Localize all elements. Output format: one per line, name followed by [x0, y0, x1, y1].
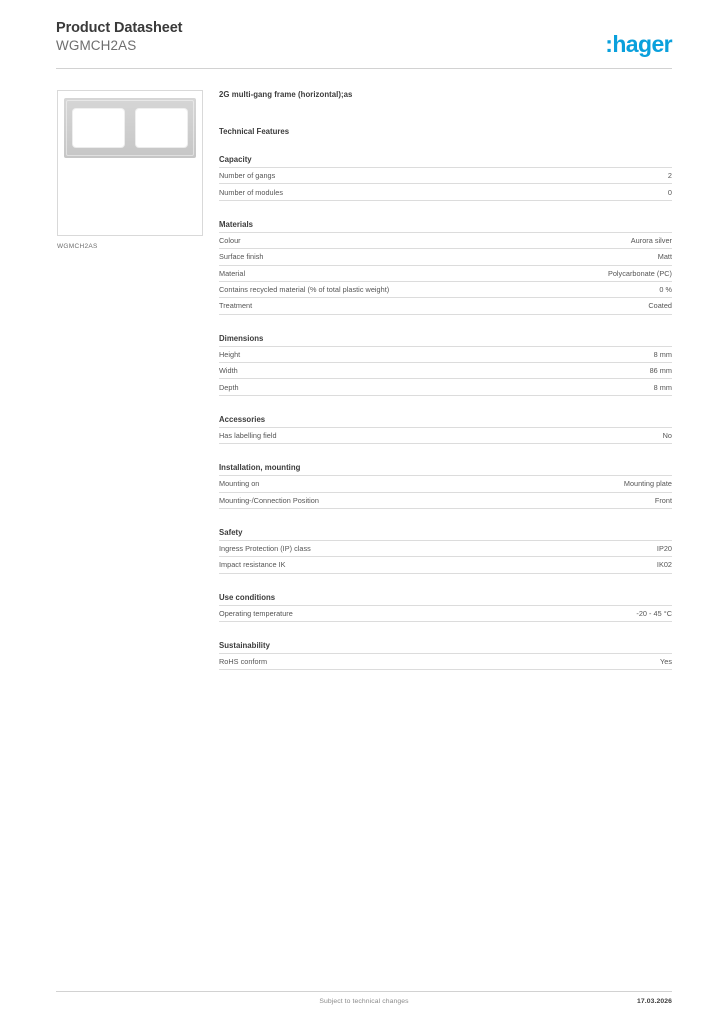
- spec-group-title: Materials: [219, 219, 253, 229]
- spec-label: Mounting on: [219, 479, 260, 489]
- spec-label: Depth: [219, 382, 239, 392]
- product-image-caption: WGMCH2AS: [57, 243, 98, 250]
- spec-group-title: Capacity: [219, 155, 252, 164]
- spec-table: [219, 605, 672, 622]
- spec-group: [219, 136, 672, 201]
- spec-group: [219, 201, 672, 315]
- spec-value: IK02: [656, 560, 672, 570]
- spec-value: -20 - 45 °C: [636, 608, 672, 618]
- page-footer: [56, 998, 672, 1012]
- spec-label: Colour: [219, 235, 241, 245]
- spec-label: Operating temperature: [219, 608, 293, 618]
- spec-label: Ingress Protection (IP) class: [219, 544, 311, 554]
- spec-label: Has labelling field: [219, 430, 277, 440]
- table-row: [219, 346, 672, 362]
- spec-value: 2: [667, 171, 672, 181]
- specification-groups: [219, 136, 672, 670]
- spec-group: [219, 509, 672, 574]
- spec-group-title: Safety: [219, 527, 243, 537]
- spec-value: 8 mm: [653, 382, 672, 392]
- spec-value: Aurora silver: [630, 235, 672, 245]
- spec-value: IP20: [656, 544, 672, 554]
- spec-value: 0 %: [659, 285, 672, 295]
- spec-table: [219, 475, 672, 509]
- spec-value: 8 mm: [653, 349, 672, 359]
- spec-label: Contains recycled material (% of total plastic weight): [219, 285, 390, 295]
- table-row: [219, 168, 672, 184]
- footer-divider: [56, 991, 672, 992]
- table-row: [219, 540, 672, 556]
- table-row: [219, 232, 672, 248]
- spec-table: [219, 346, 672, 396]
- spec-value: Polycarbonate (PC): [607, 268, 672, 278]
- spec-group-title: Use conditions: [219, 592, 276, 602]
- table-row: [219, 265, 672, 281]
- product-name: 2G multi-gang frame (horizontal);as: [219, 90, 353, 99]
- footer-date: 17.03.2026: [636, 998, 672, 1005]
- table-row: [219, 184, 672, 200]
- table-row: [219, 379, 672, 395]
- spec-value: Front: [654, 495, 672, 505]
- spec-group: [219, 622, 672, 670]
- spec-value: Coated: [648, 301, 672, 311]
- spec-table: [219, 653, 672, 670]
- technical-features-heading: Technical Features: [219, 127, 290, 136]
- page-title: Product Datasheet: [56, 20, 183, 36]
- spec-label: Mounting-/Connection Position: [219, 495, 319, 505]
- table-row: [219, 249, 672, 265]
- page-header: [56, 20, 672, 70]
- table-row: [219, 557, 672, 573]
- spec-label: Impact resistance IK: [219, 560, 286, 570]
- spec-table: [219, 232, 672, 315]
- spec-group-title: Sustainability: [219, 641, 270, 650]
- table-row: [219, 281, 672, 297]
- gang-cutout-1: [73, 109, 124, 147]
- multi-gang-frame-graphic: [64, 98, 196, 158]
- table-row: [219, 363, 672, 379]
- spec-group: [219, 396, 672, 444]
- spec-label: Number of modules: [219, 187, 284, 197]
- table-row: [219, 654, 672, 670]
- spec-value: 0: [667, 187, 672, 197]
- spec-table: [219, 167, 672, 201]
- spec-value: Mounting plate: [623, 479, 672, 489]
- spec-value: No: [662, 430, 672, 440]
- table-row: [219, 427, 672, 443]
- spec-label: Treatment: [219, 301, 253, 311]
- spec-value: Matt: [657, 252, 672, 262]
- specifications-column: [219, 90, 672, 670]
- spec-value: 86 mm: [649, 366, 672, 376]
- product-reference-subtitle: WGMCH2AS: [56, 38, 137, 53]
- product-image: [57, 90, 203, 236]
- spec-value: Yes: [660, 657, 672, 667]
- spec-label: Number of gangs: [219, 171, 276, 181]
- gang-cutout-2: [136, 109, 187, 147]
- spec-group: [219, 444, 672, 509]
- hager-logo: :hager: [605, 31, 672, 57]
- spec-group: [219, 315, 672, 396]
- spec-label: RoHS conform: [219, 657, 268, 667]
- product-figure: [57, 90, 203, 250]
- footer-disclaimer: Subject to technical changes: [319, 998, 409, 1005]
- spec-group: [219, 574, 672, 622]
- spec-label: Width: [219, 366, 238, 376]
- header-divider: [56, 68, 672, 69]
- table-row: [219, 298, 672, 314]
- spec-table: [219, 540, 672, 574]
- spec-label: Surface finish: [219, 252, 264, 262]
- spec-group-title: Installation, mounting: [219, 463, 301, 473]
- table-row: [219, 476, 672, 492]
- table-row: [219, 605, 672, 621]
- spec-table: [219, 427, 672, 444]
- spec-group-title: Dimensions: [219, 333, 264, 343]
- table-row: [219, 492, 672, 508]
- spec-label: Material: [219, 268, 246, 278]
- spec-group-title: Accessories: [219, 414, 266, 424]
- spec-label: Height: [219, 349, 241, 359]
